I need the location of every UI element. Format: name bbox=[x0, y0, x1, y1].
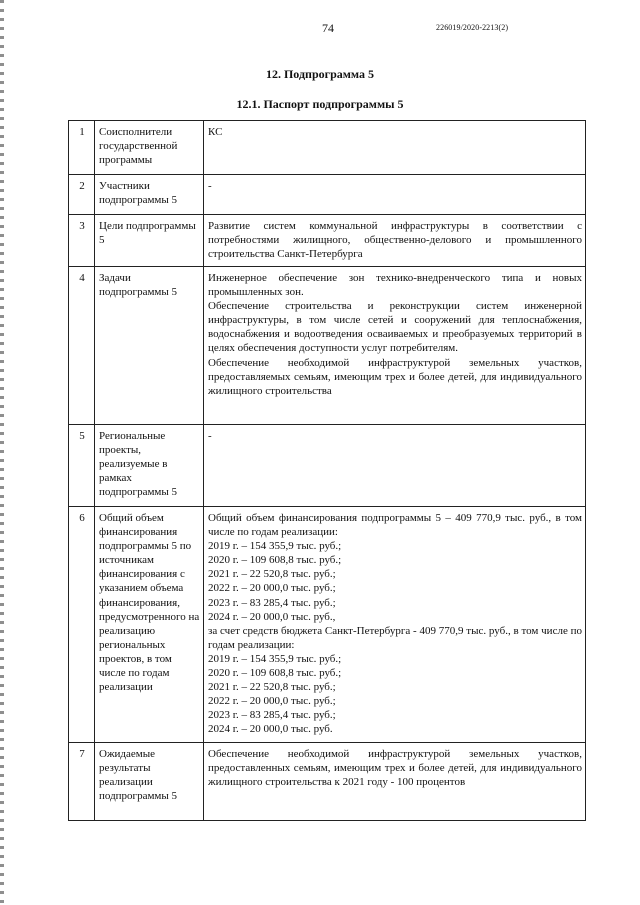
row-number: 5 bbox=[69, 425, 95, 507]
row-value bbox=[204, 175, 586, 215]
row-label: Участники подпрограммы 5 bbox=[95, 175, 204, 215]
row-value bbox=[204, 121, 586, 175]
row-value-line: 2020 г. – 109 608,8 тыс. руб.; bbox=[208, 554, 342, 567]
row-value-line: 2023 г. – 83 285,4 тыс. руб.; bbox=[208, 709, 336, 722]
row-value-line: 2023 г. – 83 285,4 тыс. руб.; bbox=[208, 596, 336, 609]
row-number: 2 bbox=[69, 175, 95, 215]
row-value bbox=[204, 267, 586, 425]
row-value-line: 2022 г. – 20 000,0 тыс. руб.; bbox=[208, 582, 336, 595]
page-number: 74 bbox=[322, 21, 334, 35]
section-title: 12. Подпрограмма 5 bbox=[265, 67, 375, 81]
section-subtitle: 12.1. Паспорт подпрограммы 5 bbox=[236, 97, 404, 111]
table-row bbox=[69, 267, 586, 425]
row-label: Цели подпрограммы 5 bbox=[95, 215, 204, 267]
table-row bbox=[69, 507, 586, 743]
row-label: Соисполнители государственной программы bbox=[95, 121, 204, 175]
table-row bbox=[69, 121, 586, 175]
row-value-line: Обеспечение необходимой инфраструктурой земельных участков, предоставленных семьям, имеющим трех и более детей, для индивидуального жилищного строительства к 2021 году - 100 процентов bbox=[208, 748, 582, 789]
row-value-line: 2019 г. – 154 355,9 тыс. руб.; bbox=[208, 540, 342, 553]
row-label: Региональные проекты, реализуемые в рамках подпрограммы 5 bbox=[95, 425, 204, 507]
row-value-line: - bbox=[208, 430, 212, 442]
row-value-line: - bbox=[208, 180, 212, 192]
row-number: 6 bbox=[69, 507, 95, 743]
row-value-line: 2024 г. – 20 000,0 тыс. руб. bbox=[208, 723, 333, 736]
row-label: Ожидаемые результаты реализации подпрограммы 5 bbox=[95, 743, 204, 821]
row-value-line: 2024 г. – 20 000,0 тыс. руб., bbox=[208, 610, 336, 623]
row-value-line: 2019 г. – 154 355,9 тыс. руб.; bbox=[208, 652, 342, 665]
row-label: Общий объем финансирования подпрограммы 5 по источникам финансирования с указанием объема финансирования, предусмотренного на реализацию региональных проектов, в том числе по годам реализации bbox=[95, 507, 204, 743]
table-row bbox=[69, 425, 586, 507]
row-label: Задачи подпрограммы 5 bbox=[95, 267, 204, 425]
row-number: 7 bbox=[69, 743, 95, 821]
row-value-line: 2020 г. – 109 608,8 тыс. руб.; bbox=[208, 667, 342, 680]
row-value-line: Обеспечение строительства и реконструкции систем инженерной инфраструктуры, в том числе сетей и сооружений для теплоснабжения, водоснабжения и водоотведения осваиваемых и преобразуемых территорий в целях обеспечения доступности услуг потребителям. bbox=[208, 300, 582, 355]
row-value bbox=[204, 743, 586, 821]
row-value bbox=[204, 507, 586, 743]
row-value-line: КС bbox=[208, 126, 223, 138]
binding-edge-marks bbox=[0, 0, 4, 905]
row-value-line: Развитие систем коммунальной инфраструктуры в соответствии с потребностями жилищного, общественно-делового и промышленного строительства Санкт-Петербурга bbox=[208, 220, 582, 261]
document-id: 226019/2020-2213(2) bbox=[436, 23, 509, 32]
row-value-line: Инженерное обеспечение зон технико-внедренческого типа и новых промышленных зон. bbox=[208, 272, 582, 299]
table-row bbox=[69, 215, 586, 267]
row-value-line: 2021 г. – 22 520,8 тыс. руб.; bbox=[208, 681, 336, 694]
row-value-line: 2022 г. – 20 000,0 тыс. руб.; bbox=[208, 695, 336, 708]
row-value-line: 2021 г. – 22 520,8 тыс. руб.; bbox=[208, 568, 336, 581]
row-value-line: за счет средств бюджета Санкт-Петербурга - 409 770,9 тыс. руб., в том числе по годам реализации: bbox=[208, 624, 582, 651]
row-number: 4 bbox=[69, 267, 95, 425]
row-number: 3 bbox=[69, 215, 95, 267]
passport-table bbox=[68, 120, 586, 821]
row-value bbox=[204, 425, 586, 507]
row-value bbox=[204, 215, 586, 267]
table-row bbox=[69, 743, 586, 821]
row-number: 1 bbox=[69, 121, 95, 175]
row-value-line: Обеспечение необходимой инфраструктурой земельных участков, предоставляемых семьям, имеющим трех и более детей, для индивидуального жилищного строительства bbox=[208, 356, 582, 397]
table-row bbox=[69, 175, 586, 215]
row-value-line: Общий объем финансирования подпрограммы 5 – 409 770,9 тыс. руб., в том числе по годам реализации: bbox=[208, 512, 582, 539]
